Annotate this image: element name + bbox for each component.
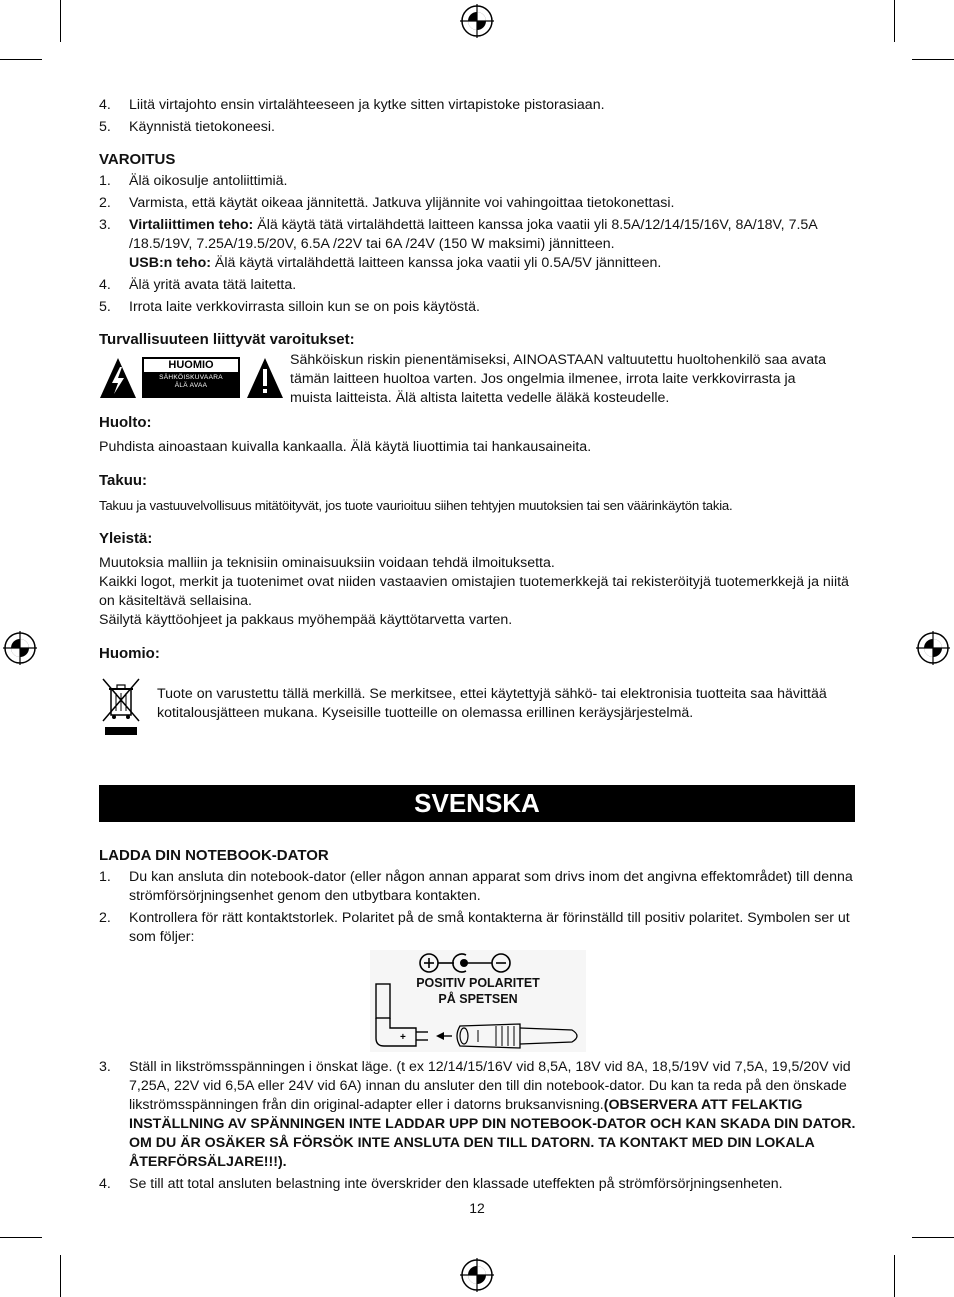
crop-mark [0, 1237, 42, 1238]
polarity-caption-line2: PÅ SPETSEN [438, 992, 518, 1006]
page-number: 12 [469, 1200, 485, 1216]
list-item: 4. Älä yritä avata tätä laitetta. [99, 277, 297, 293]
lightning-warning-icon [99, 357, 137, 399]
list-item: 5. Irrota laite verkkovirrasta silloin kun se on pois käytöstä. [99, 299, 480, 315]
section-heading-varoitus: VAROITUS [99, 151, 176, 168]
list-item: 1. Du kan ansluta din notebook-dator (eller någon annan apparat som drivs inom det angivna effektområdet) till denna strömförsörjningsenhet genom den utbytbara kontakten. [99, 869, 853, 904]
plug-diagram-icon [372, 980, 586, 1050]
exclamation-warning-icon [246, 357, 284, 399]
caution-label [142, 357, 240, 398]
safety-warning-text: Sähköiskun riskin pienentämiseksi, AINOASTAAN valtuutettu huoltohenkilö saa avata tämän laitteen huoltoa varten. Jos ongelmia ilmenee, irrota laite verkkovirrasta ja muista laitteista. Älä altista laitetta vedelle äläkä kosteudelle. [290, 352, 826, 406]
list-item: 4. Liitä virtajohto ensin virtalähteeseen ja kytke sitten virtapistoke pistorasiaan. [99, 97, 605, 113]
section-heading-huomio: Huomio: [99, 645, 160, 662]
language-banner: SVENSKA [99, 785, 855, 822]
takuu-text: Takuu ja vastuuvelvollisuus mitätöityvät, jos tuote vaurioituu siihen tehtyjen muutoksien tai sen väärinkäytön takia. [99, 498, 733, 513]
list-item: 3. Virtaliittimen teho: Älä käytä tätä virtalähdettä laitteen kanssa joka vaatii yli 8.5A/12/14/15/16V, 8A/18V, 7.5A /18.5/19V, 7.25A/19.5/20V, 6.5A /22V tai 6A /24V (150 W maksimi) jännitteen. USB:n teho: Älä käytä virtalähdettä laitteen kanssa joka vaatii yli 0.5A/5V jännitteen. [99, 217, 817, 271]
crop-mark [912, 59, 954, 60]
page-content [99, 96, 857, 1197]
list-item: 1. Älä oikosulje antoliittimiä. [99, 173, 288, 189]
section-heading-huolto: Huolto: [99, 414, 152, 431]
crop-mark [60, 0, 61, 42]
list-item: 2. Kontrollera för rätt kontaktstorlek. Polaritet på de små kontakterna är förinställd till positiv polaritet. Symbolen ser ut som följer: [99, 910, 850, 945]
polarity-caption-line1: POSITIV POLARITET [416, 976, 540, 990]
list-item: 3. Ställ in likströmsspänningen i önskat läge. (t ex 12/14/15/16V vid 8,5A, 18V vid 8A, 18,5/19V vid 7,5A, 19,5/20V vid 7,25A, 22V vid 6,5A eller 24V vid 6A) innan du ansluter den till din notebook-dator. Du kan ta reda på den önskade likströmsspänningen från din original-adapter eller i datorns bruksanvisning.(OBSERVERA ATT FELAKTIG INSTÄLLNING AV SPÄNNINGEN INTE LADDAR UPP DIN NOTEBOOK-DATOR OCH KAN SKADA DIN DATOR. OM DU ÄR OSÄKER SÅ FÖRSÖK INTE ANSLUTA DEN TILL DATORN. TA KONTAKT MED DIN LOKALA ÅTERFÖRSÄLJARE!!!). [99, 1059, 856, 1170]
section-heading-ladda: LADDA DIN NOTEBOOK-DATOR [99, 847, 329, 864]
section-heading-yleista: Yleistä: [99, 530, 153, 547]
yleista-line: Säilytä käyttöohjeet ja pakkaus myöhempää käyttötarvetta varten. [99, 612, 513, 628]
svg-text:+: + [400, 1032, 406, 1043]
weee-row [99, 677, 857, 741]
registration-mark-icon [3, 631, 37, 665]
crop-mark [912, 1237, 954, 1238]
registration-mark-icon [916, 631, 950, 665]
caution-label-line1: SÄHKÖISKUVAARA [159, 374, 223, 381]
crop-mark [60, 1255, 61, 1297]
list-item: 5. Käynnistä tietokoneesi. [99, 119, 275, 135]
crossed-bin-icon [101, 677, 141, 737]
list-item: 2. Varmista, että käytät oikeaa jännitettä. Jatkuva ylijännite voi vahingoittaa tietokonettasi. [99, 195, 675, 211]
list-item: 4. Se till att total ansluten belastning inte överskrider den klassade uteffekten på strömförsörjningsenheten. [99, 1176, 783, 1192]
caution-label-title: HUOMIO [144, 359, 238, 372]
crop-mark [0, 59, 42, 60]
registration-mark-icon [460, 4, 494, 38]
huolto-text: Puhdista ainoastaan kuivalla kankaalla. Älä käytä liuottimia tai hankausaineita. [99, 439, 592, 455]
crop-mark [894, 1255, 895, 1297]
polarity-symbol-icon [418, 952, 514, 974]
crop-mark [894, 0, 895, 42]
polarity-figure [370, 950, 586, 1052]
safety-warning-row [99, 351, 857, 406]
section-heading-turvallisuus: Turvallisuuteen liittyvät varoitukset: [99, 331, 355, 348]
caution-label-line2: ÄLÄ AVAA [174, 382, 208, 389]
yleista-line: Muutoksia malliin ja teknisiin ominaisuuksiin voidaan tehdä ilmoituksetta. [99, 555, 555, 571]
huomio-text: Tuote on varustettu tällä merkillä. Se merkitsee, ettei käytettyjä sähkö- tai elektronisia tuotteita saa hävittää kotitalousjätteen mukana. Kyseisille tuotteille on olemassa erillinen keräysjärjestelmä. [157, 686, 827, 721]
registration-mark-icon [460, 1258, 494, 1292]
section-heading-takuu: Takuu: [99, 472, 148, 489]
yleista-line: Kaikki logot, merkit ja tuotenimet ovat niiden vastaavien omistajien tuotemerkkejä tai rekisteröityjä tuotemerkkejä ja niitä on käsiteltävä sellaisina. [99, 574, 849, 609]
